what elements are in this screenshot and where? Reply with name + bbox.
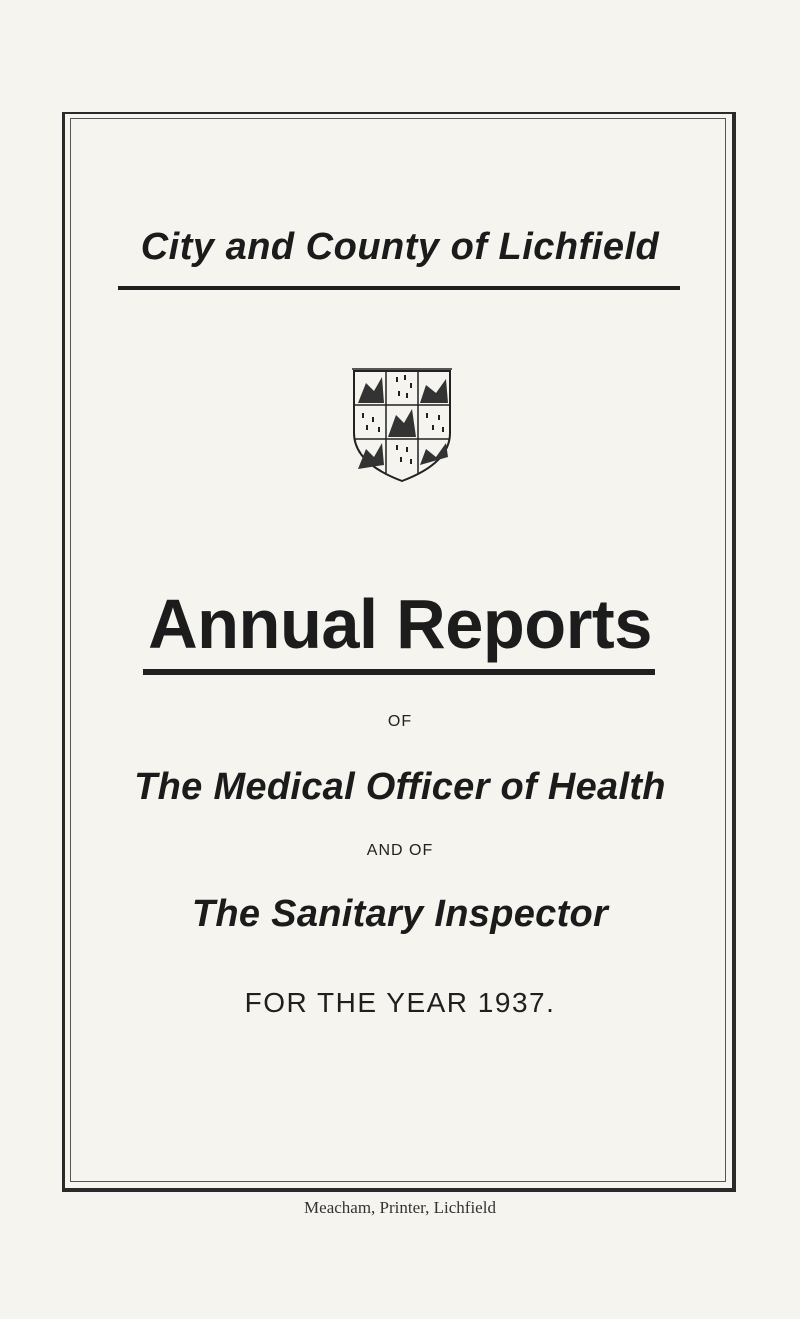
coat-of-arms-icon xyxy=(352,363,452,483)
of-label: OF xyxy=(387,713,413,730)
title-rule xyxy=(118,286,680,290)
report-title: Annual Reports xyxy=(148,585,652,663)
and-of-label: AND OF xyxy=(366,842,434,859)
printer-imprint: Meacham, Printer, Lichfield xyxy=(304,1198,496,1217)
city-title: City and County of Lichfield xyxy=(140,226,660,268)
report-title-rule xyxy=(143,669,655,675)
report-year: FOR THE YEAR 1937. xyxy=(244,987,556,1018)
sanitary-inspector-title: The Sanitary Inspector xyxy=(191,893,609,935)
medical-officer-title: The Medical Officer of Health xyxy=(134,766,666,808)
